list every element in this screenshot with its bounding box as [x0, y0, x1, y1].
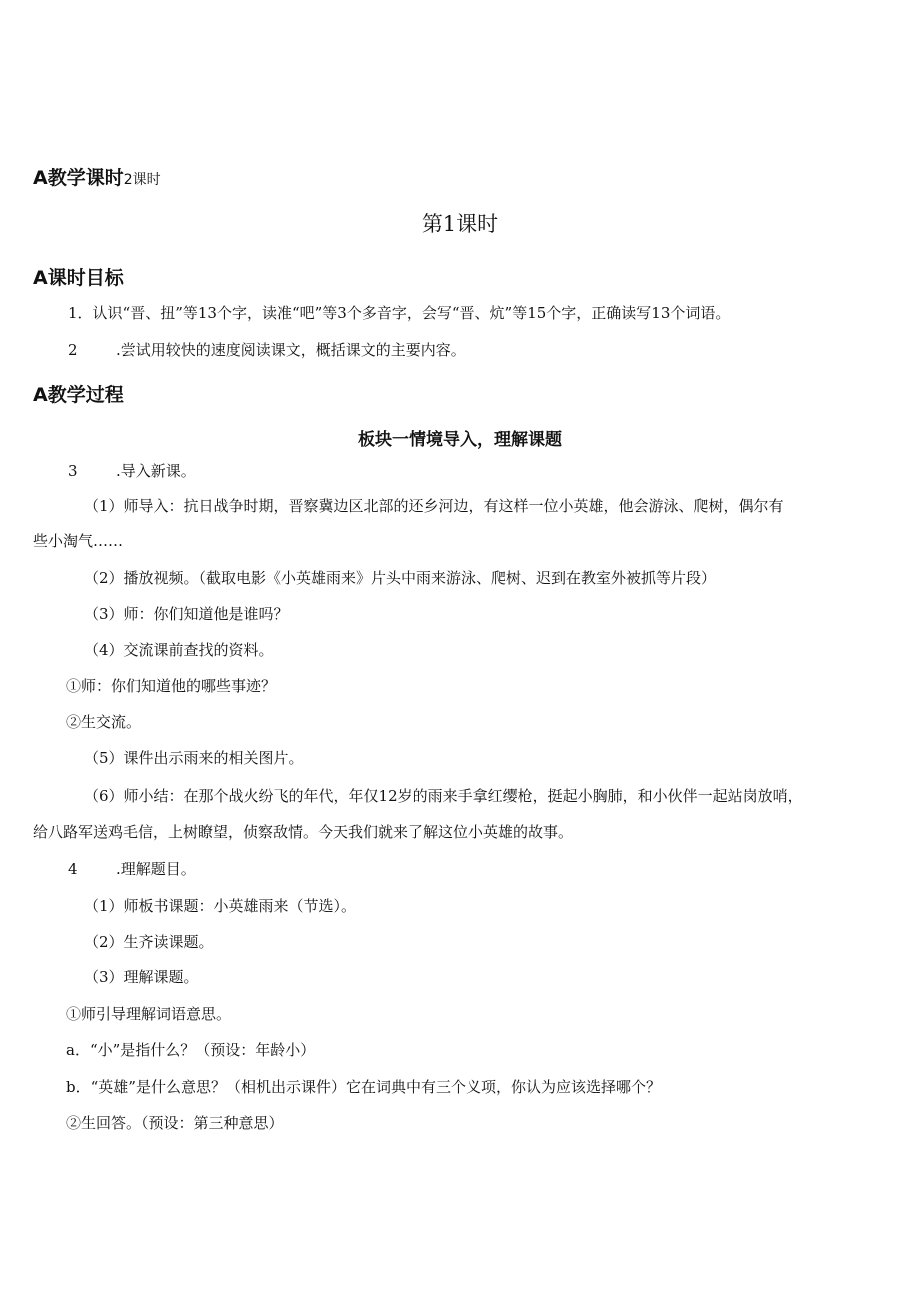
paragraph: （1）师导入：抗日战争时期，晋察冀边区北部的还乡河边，有这样一位小英雄，他会游泳、爬树，偶尔有 [84, 497, 784, 515]
paragraph: 给八路军送鸡毛信，上树瞭望，侦察敌情。今天我们就来了解这位小英雄的故事。 [33, 823, 574, 841]
paragraph: （2）生齐读课题。 [84, 933, 214, 951]
goals-heading: A课时目标 [33, 267, 124, 289]
goal-num: 2 [68, 341, 78, 359]
paragraph: （5）课件出示雨来的相关图片。 [84, 749, 304, 767]
paragraph: 些小淘气…… [33, 532, 124, 550]
step-4 [68, 859, 196, 879]
goal-item-1 [68, 303, 730, 323]
paragraph: （4）交流课前查找的资料。 [84, 641, 274, 659]
step-text: .理解题目。 [116, 860, 196, 878]
paragraph: ①师：你们知道他的哪些事迹？ [66, 677, 277, 695]
heading-prefix: A [33, 167, 48, 189]
paragraph: ②生交流。 [66, 713, 142, 731]
paragraph: ②生回答。（预设：第三种意思） [66, 1114, 284, 1132]
step-text: .导入新课。 [116, 462, 196, 480]
paragraph: （6）师小结：在那个战火纷飞的年代，年仅12岁的雨来手拿红缨枪，挺起小胸肺，和小伙伴一起站岗放哨， [84, 787, 803, 805]
heading-label: 教学课时 [47, 167, 124, 189]
paragraph: （2）播放视频。（截取电影《小英雄雨来》片头中雨来游泳、爬树、迟到在教室外被抓等片段） [84, 569, 717, 587]
process-heading: A教学过程 [33, 384, 124, 406]
paragraph: a．“小”是指什么？（预设：年龄小） [66, 1041, 316, 1059]
paragraph: （3）理解课题。 [84, 968, 199, 986]
class-hours-value: 2课时 [123, 172, 161, 188]
lesson-title: 第1课时 [421, 212, 499, 236]
paragraph: （3）师：你们知道他是谁吗？ [84, 605, 289, 623]
block-title: 板块一情境导入，理解课题 [358, 430, 562, 450]
paragraph: b．“英雄”是什么意思？（相机出示课件）它在词典中有三个义项，你认为应该选择哪个？ [66, 1078, 661, 1096]
goal-text: ．认识“晋、扭”等13个字，读准“吧”等3个多音字，会写“晋、炕”等15个字，正确读写13个词语。 [77, 304, 731, 322]
paragraph: （1）师板书课题：小英雄雨来（节选）。 [84, 897, 357, 915]
goal-item-2 [68, 340, 466, 360]
goal-text: .尝试用较快的速度阅读课文，概括课文的主要内容。 [116, 341, 466, 359]
class-hours-heading [33, 163, 161, 190]
paragraph: ①师引导理解词语意思。 [66, 1005, 232, 1023]
goal-num: 1 [68, 304, 78, 322]
step-num: 3 [68, 462, 78, 480]
step-num: 4 [68, 860, 78, 878]
step-3 [68, 461, 196, 481]
